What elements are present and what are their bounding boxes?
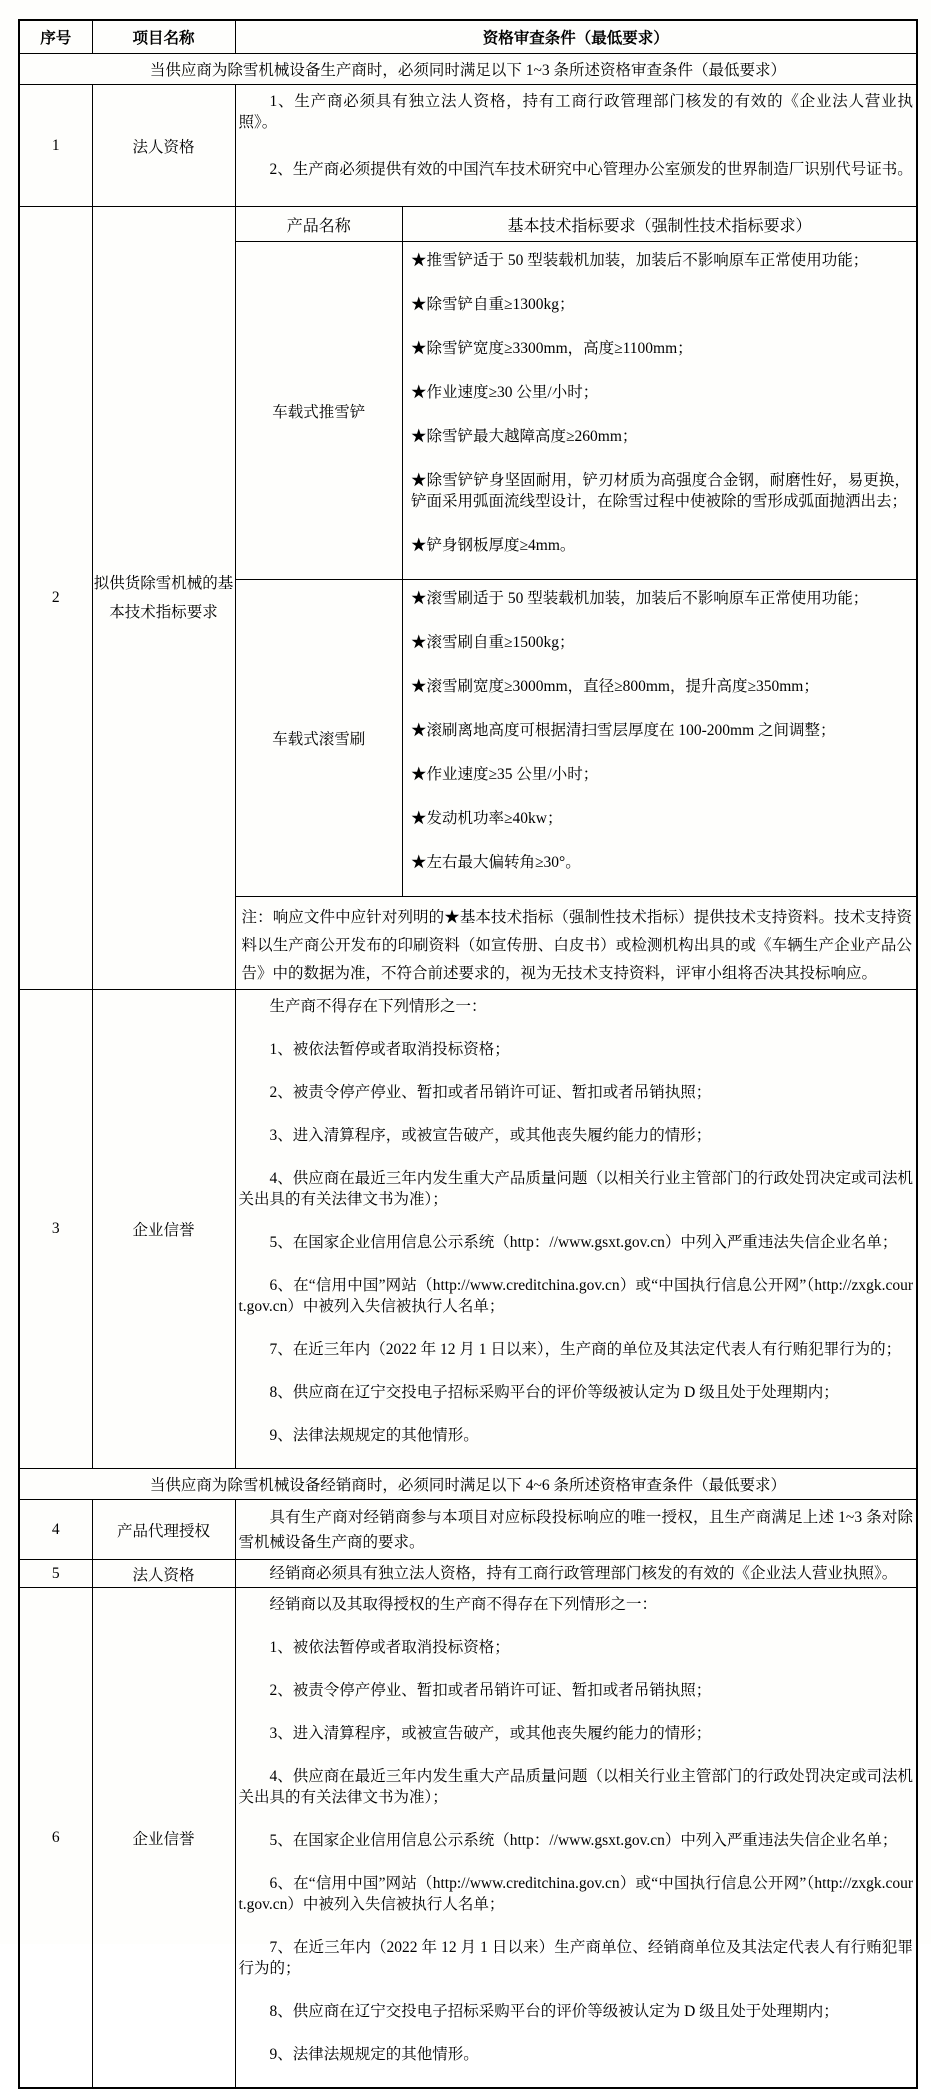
row1-number: 1	[19, 85, 92, 207]
row2-item-name: 拟供货除雪机械的基本技术指标要求	[92, 207, 235, 990]
spec-item: ★滚刷离地高度可根据清扫雪层厚度在 100-200mm 之间调整；	[411, 722, 836, 739]
dealer-section-banner: 当供应商为除雪机械设备经销商时，必须同时满足以下 4~6 条所述资格审查条件（最低要求）	[19, 1469, 917, 1500]
dealer-section-banner-row	[19, 1469, 917, 1500]
technical-support-note: 注：响应文件中应针对列明的★基本技术指标（强制性技术指标）提供技术支持资料。技术支持资料以生产商公开发布的印刷资料（如宣传册、白皮书）或检测机构出具的或《车辆生产企业产品公告》中的数据为准，不符合前述要求的，视为无技术支持资料，评审小组将否决其投标响应。	[236, 897, 917, 990]
table-row-1	[19, 85, 917, 207]
column-header-criteria: 资格审查条件（最低要求）	[235, 20, 917, 54]
requirement-item: 具有生产商对经销商参与本项目对应标段投标响应的唯一授权，且生产商满足上述 1~3 条对除雪机械设备生产商的要求。	[238, 1508, 913, 1551]
credit-intro: 经销商以及其取得授权的生产商不得存在下列情形之一：	[269, 1596, 658, 1613]
table-row-3	[19, 990, 917, 1469]
table-row-6	[19, 1588, 917, 2089]
credit-item: 2、被责令停产停业、暂扣或者吊销许可证、暂扣或者吊销执照；	[269, 1682, 712, 1699]
credit-item: 5、在国家企业信用信息公示系统（http：//www.gsxt.gov.cn）中列入严重违法失信企业名单；	[269, 1234, 898, 1251]
credit-item: 6、在“信用中国”网站（http://www.creditchina.gov.cn）或“中国执行信息公开网”（http://zxgk.court.gov.cn）中被列入失信被执行人名单；	[238, 1875, 913, 1913]
requirement-item: 2、生产商必须提供有效的中国汽车技术研究中心管理办公室颁发的世界制造厂识别代号证书。	[269, 161, 913, 178]
credit-item: 3、进入清算程序，或被宣告破产，或其他丧失履约能力的情形；	[269, 1725, 712, 1742]
qualification-table-wrapper	[18, 19, 918, 2089]
credit-item: 3、进入清算程序，或被宣告破产，或其他丧失履约能力的情形；	[269, 1127, 712, 1144]
spec-header-requirements: 基本技术指标要求（强制性技术指标要求）	[403, 207, 917, 242]
spec-note-row	[236, 897, 917, 990]
snow-brush-spec-list	[403, 580, 917, 897]
credit-item: 1、被依法暂停或者取消投标资格；	[269, 1041, 510, 1058]
technical-spec-table	[236, 207, 917, 989]
credit-item: 1、被依法暂停或者取消投标资格；	[269, 1639, 510, 1656]
spec-item: ★除雪铲宽度≥3300mm，高度≥1100mm；	[411, 340, 693, 357]
spec-item: ★除雪铲最大越障高度≥260mm；	[411, 428, 638, 445]
spec-item: ★滚雪刷自重≥1500kg；	[411, 634, 575, 651]
table-header-row	[19, 20, 917, 54]
spec-row-snow-pusher	[236, 242, 917, 580]
spec-table-header-row	[236, 207, 917, 242]
snow-pusher-spec-list	[403, 242, 917, 580]
qualification-review-table	[18, 19, 918, 2089]
column-header-name: 项目名称	[92, 20, 235, 54]
credit-item: 2、被责令停产停业、暂扣或者吊销许可证、暂扣或者吊销执照；	[269, 1084, 712, 1101]
row6-item-name: 企业信誉	[92, 1588, 235, 2089]
row3-criteria-cell	[235, 990, 917, 1469]
row3-number: 3	[19, 990, 92, 1469]
row4-criteria-cell	[235, 1500, 917, 1560]
row5-number: 5	[19, 1560, 92, 1588]
credit-item: 9、法律法规规定的其他情形。	[269, 1427, 479, 1444]
manufacturer-section-banner-row	[19, 54, 917, 85]
spec-item: ★作业速度≥30 公里/小时；	[411, 384, 599, 401]
row3-item-name: 企业信誉	[92, 990, 235, 1469]
row2-number: 2	[19, 207, 92, 990]
spec-item: ★滚雪刷适于 50 型装载机加装，加装后不影响原车正常使用功能；	[411, 590, 869, 607]
credit-item: 9、法律法规规定的其他情形。	[269, 2046, 479, 2063]
credit-item: 8、供应商在辽宁交投电子招标采购平台的评价等级被认定为 D 级且处于处理期内；	[269, 1384, 839, 1401]
table-row-2	[19, 207, 917, 990]
credit-intro: 生产商不得存在下列情形之一：	[269, 998, 487, 1015]
row5-item-name: 法人资格	[92, 1560, 235, 1588]
row6-criteria-cell	[235, 1588, 917, 2089]
product-name-snow-pusher: 车载式推雪铲	[236, 242, 403, 580]
table-row-4	[19, 1500, 917, 1560]
spec-item: ★除雪铲铲身坚固耐用，铲刃材质为高强度合金钢，耐磨性好，易更换，铲面采用弧面流线型设计，在除雪过程中使被除的雪形成弧面抛洒出去；	[411, 472, 910, 510]
credit-item: 4、供应商在最近三年内发生重大产品质量问题（以相关行业主管部门的行政处罚决定或司法机关出具的有关法律文书为准）；	[238, 1768, 913, 1806]
spec-header-product-name: 产品名称	[236, 207, 403, 242]
credit-item: 6、在“信用中国”网站（http://www.creditchina.gov.cn）或“中国执行信息公开网”（http://zxgk.court.gov.cn）中被列入失信被执行人名单；	[238, 1277, 913, 1315]
credit-item: 8、供应商在辽宁交投电子招标采购平台的评价等级被认定为 D 级且处于处理期内；	[269, 2003, 839, 2020]
row4-item-name: 产品代理授权	[92, 1500, 235, 1560]
credit-item: 7、在近三年内（2022 年 12 月 1 日以来）生产商单位、经销商单位及其法定代表人有行贿犯罪行为的；	[238, 1939, 913, 1977]
row6-number: 6	[19, 1588, 92, 2089]
manufacturer-section-banner: 当供应商为除雪机械设备生产商时，必须同时满足以下 1~3 条所述资格审查条件（最低要求）	[19, 54, 917, 85]
row5-criteria-cell	[235, 1560, 917, 1588]
spec-item: ★发动机功率≥40kw；	[411, 810, 563, 827]
spec-item: ★左右最大偏转角≥30°。	[411, 854, 581, 871]
spec-item: ★除雪铲自重≥1300kg；	[411, 296, 575, 313]
spec-row-snow-brush	[236, 580, 917, 897]
row2-criteria-cell	[235, 207, 917, 990]
product-name-snow-brush: 车载式滚雪刷	[236, 580, 403, 897]
credit-item: 7、在近三年内（2022 年 12 月 1 日以来），生产商的单位及其法定代表人有行贿犯罪行为的；	[269, 1341, 902, 1358]
requirement-item: 经销商必须具有独立法人资格，持有工商行政管理部门核发的有效的《企业法人营业执照》。	[269, 1564, 898, 1582]
spec-item: ★滚雪刷宽度≥3000mm，直径≥800mm，提升高度≥350mm；	[411, 678, 819, 695]
table-row-5	[19, 1560, 917, 1588]
column-header-no: 序号	[19, 20, 92, 54]
credit-item: 5、在国家企业信用信息公示系统（http：//www.gsxt.gov.cn）中列入严重违法失信企业名单；	[269, 1832, 898, 1849]
row1-criteria-cell	[235, 85, 917, 207]
spec-item: ★铲身钢板厚度≥4mm。	[411, 537, 576, 554]
credit-item: 4、供应商在最近三年内发生重大产品质量问题（以相关行业主管部门的行政处罚决定或司法机关出具的有关法律文书为准）；	[238, 1170, 913, 1208]
spec-item: ★作业速度≥35 公里/小时；	[411, 766, 599, 783]
spec-item: ★推雪铲适于 50 型装载机加装，加装后不影响原车正常使用功能；	[411, 252, 869, 269]
requirement-item: 1、生产商必须具有独立法人资格，持有工商行政管理部门核发的有效的《企业法人营业执照》。	[238, 93, 913, 131]
row1-item-name: 法人资格	[92, 85, 235, 207]
row4-number: 4	[19, 1500, 92, 1560]
